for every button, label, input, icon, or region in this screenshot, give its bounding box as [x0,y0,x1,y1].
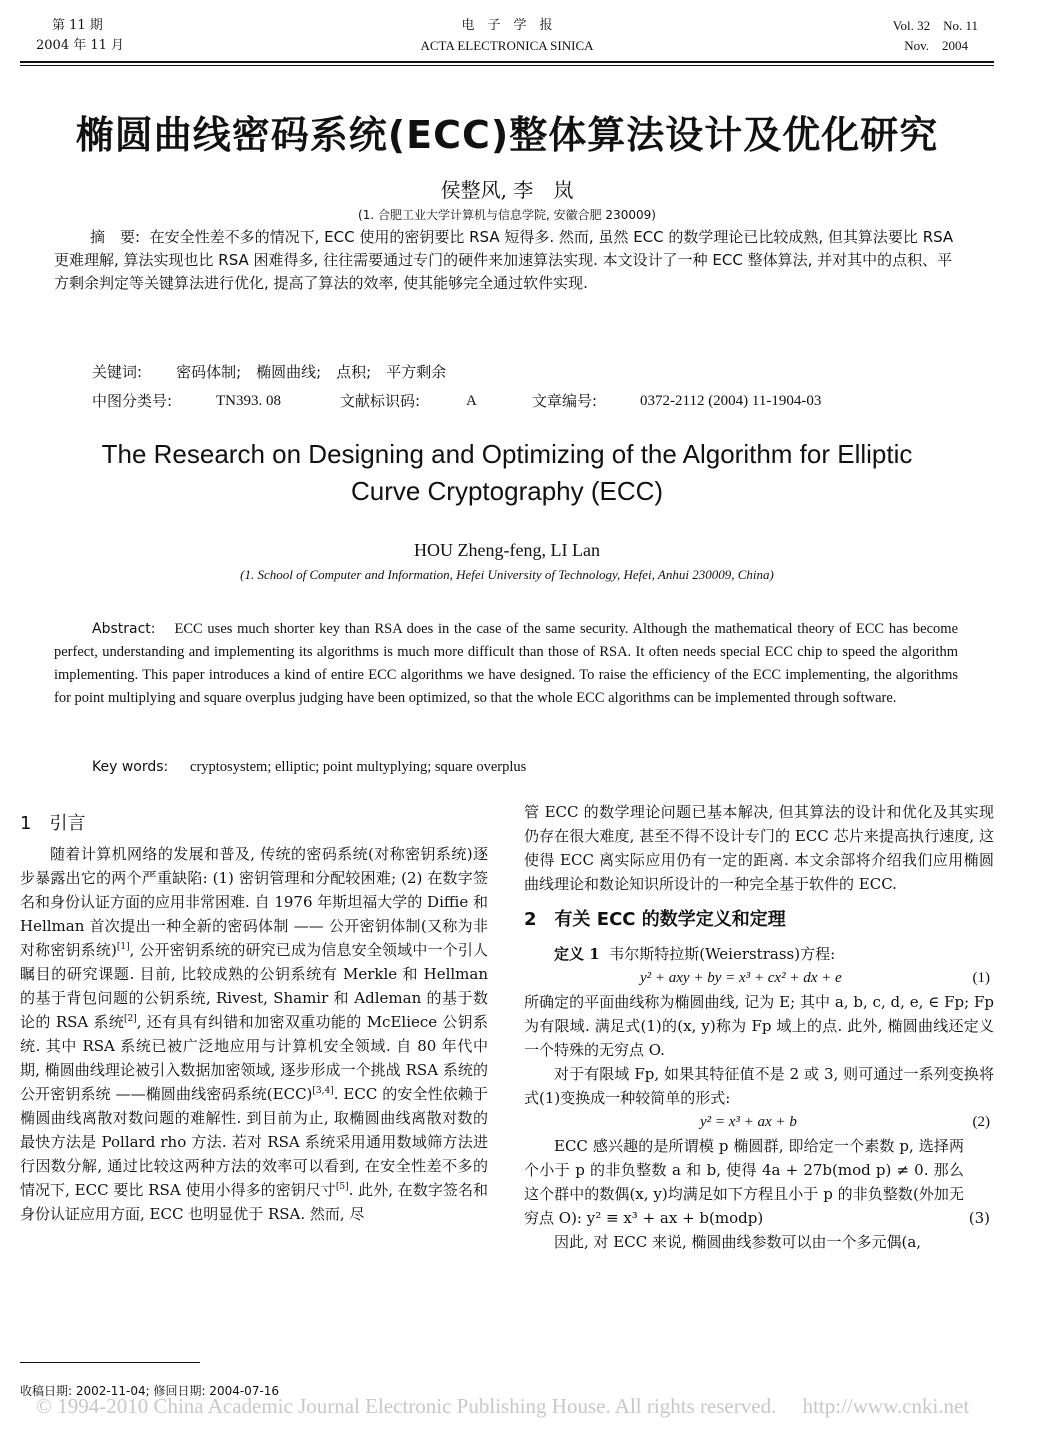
english-title [0,436,1014,510]
definition-text: 韦尔斯特拉斯(Weierstrass)方程: [609,945,836,963]
citation-3-4: [3,4] [312,1086,334,1096]
paper-title: 椭圆曲线密码系统(ECC)整体算法设计及优化研究 [75,113,939,157]
right-paragraph-4 [524,1134,994,1230]
para-text-a: 随着计算机网络的发展和普及, 传统的密码系统(对称密钥系统)逐步暴露出它的两个严重缺陷: (1) 密钥管理和分配较困难; (2) 在数字签名和身份认证方面的应用非常困难. 自 1976 年斯坦福大学的 Diffie 和 Hellman 首次提出一种全新的密码体制 —— 公开密钥体制(又称为非对称密钥系统) [20,845,488,959]
para-text-e: . 此外, 在数字签名和身份认证应用方面, ECC 也明显优于 RSA. 然而, 尽 [20,1181,488,1223]
keywords-cn-text: 密码体制; 椭圆曲线; 点积; 平方剩余 [176,363,447,381]
copyright-watermark: © 1994-2010 China Academic Journal Electronic Publishing House. All rights reserved. http://www.cnki.net [36,1394,970,1418]
keywords-en-text: cryptosystem; elliptic; point multyplying; square overplus [190,759,527,775]
keywords-cn-label: 关键词: [92,363,143,381]
abstract-en-label: Abstract: [92,621,156,637]
authors-cn: 侯整风, 李 岚 [440,178,574,202]
header-date-en: Nov. 2004 [904,38,968,53]
definition-1 [524,942,994,966]
para-text-d: . ECC 的安全性依赖于椭圆曲线离散对数问题的难解性. 到目前为止, 取椭圆曲线离散对数的最快方法是 Pollard rho 方法. 若对 RSA 系统采用通用数域筛方法进行因数分解, 通过比较这两种方法的效率可以看到, 在安全性差不多的情况下, ECC 要比 RSA 使用小得多的密钥尺寸 [20,1085,488,1199]
header-journal-en: ACTA ELECTRONICA SINICA [420,38,594,53]
left-column [20,812,488,1226]
right-paragraph-2: 所确定的平面曲线称为椭圆曲线, 记为 E; 其中 a, b, c, d, e, ∈ Fp; Fp 为有限域. 满足式(1)的(x, y)称为 Fp 域上的点. 此外, 椭圆曲线还定义一个特殊的无穷点 O. [524,993,994,1059]
english-title-line1: The Research on Designing and Optimizing of the Algorithm for Elliptic [101,439,913,469]
definition-label: 定义 1 [554,945,600,963]
keywords-en [92,756,526,779]
abstract-en [54,618,958,710]
right-paragraph-4-text: ECC 感兴趣的是所谓模 p 椭圆群, 即给定一个素数 p, 选择两个小于 p 的非负整数 a 和 b, 使得 4a + 27b(mod p) ≠ 0. 那么这个群中的数偶(x, y)均满足如下方程且小于 p 的非负整数(外加无穷点 O): y² ≡ x³ + ax + b(modp) [524,1137,964,1227]
equation-3-number: (3) [968,1209,990,1227]
abstract-cn-text: 在安全性差不多的情况下, ECC 使用的密钥要比 RSA 短得多. 然而, 虽然 ECC 的数学理论已比较成熟, 但其算法要比 RSA 更难理解, 算法实现也比 RSA 困难得多, 往往需要通过专门的硬件来加速算法实现. 本文设计了一种 ECC 整体算法, 并对其中的点积、平方剩余判定等关键算法进行优化, 提高了算法的效率, 使其能够完全通过软件实现. [54,228,954,292]
header-volume: Vol. 32 No. 11 [892,18,978,33]
footnote-received: 收稿日期: 2002-11-04; 修回日期: 2004-07-16 [20,1384,280,1398]
affiliation-en: (1. School of Computer and Information, Hefei University of Technology, Hefei, Anhui 230009, China) [240,567,774,582]
citation-1: [1] [116,942,130,952]
para-text-c: , 还有具有纠错和加密双重功能的 McEliece 公钥系统. 其中 RSA 系统已被广泛地应用与计算机安全领域. 自 80 年代中期, 椭圆曲线理论被引入数据加密领域, 逐步形成一个挑战 RSA 系统的公开密钥系统 ——椭圆曲线密码系统(ECC) [20,1013,488,1103]
equation-2 [524,1110,994,1134]
header-date-cn: 2004 年 11 月 [36,38,125,53]
clc-label: 中图分类号: [92,392,173,410]
equation-1 [524,966,994,990]
equation-2-body: y² = x³ + ax + b [700,1114,797,1130]
article-id-label: 文章编号: [532,392,598,410]
equation-2-number: (2) [972,1114,990,1130]
keywords-en-label: Key words: [92,759,169,775]
english-title-line2: Curve Cryptography (ECC) [350,476,664,506]
doc-code-label: 文献标识码: [340,392,421,410]
header-rule [20,61,994,63]
section-1-heading: 1 引言 [20,813,86,834]
right-paragraph-1: 管 ECC 的数学理论问题已基本解决, 但其算法的设计和优化及其实现仍存在很大难度, 甚至不得不设计专门的 ECC 芯片来提高执行速度, 这使得 ECC 离实际应用仍有一定的距离. 本文余部将介绍我们应用椭圆曲线理论和数论知识所设计的一种完全基于软件的 ECC. [524,803,994,893]
doc-code-value: A [466,393,477,409]
citation-5: [5] [335,1182,349,1192]
header-issue-cn: 第 11 期 [52,18,103,33]
clc-value: TN393. 08 [216,393,281,409]
authors-en: HOU Zheng-feng, LI Lan [414,540,600,560]
abstract-cn [54,226,960,295]
section-1-paragraph [20,842,488,1226]
abstract-cn-label: 摘 要: [90,228,141,246]
right-paragraph-3: 对于有限域 Fp, 如果其特征值不是 2 或 3, 则可通过一系列变换将式(1)变换成一种较简单的形式: [524,1065,994,1107]
header-rule-thin [20,65,994,66]
article-id-value: 0372-2112 (2004) 11-1904-03 [640,393,822,409]
right-paragraph-5: 因此, 对 ECC 来说, 椭圆曲线参数可以由一个多元偶(a, [554,1233,922,1251]
equation-1-body: y² + axy + by = x³ + cx² + dx + e [640,970,842,986]
citation-2: [2] [124,1014,137,1024]
footnote-rule [20,1362,200,1363]
affiliation-cn: (1. 合肥工业大学计算机与信息学院, 安徽合肥 230009) [358,208,656,222]
section-2-heading: 2 有关 ECC 的数学定义和定理 [524,909,786,930]
abstract-en-text: ECC uses much shorter key than RSA does in the case of the same security. Although the mathematical theory of ECC has become perfect, understanding and implementing its algorithms is much more difficult than those of RSA. It often needs special ECC chip to speed the algorithm implementing. This paper introduces a kind of entire ECC algorithms we have designed. To raise the efficiency of the ECC implementing, the algorithms for point multiplying and square overplus judging have been optimized, so that the whole ECC algorithms can be implemented through software. [54,621,959,706]
equation-1-number: (1) [972,970,990,986]
header-journal-cn: 电 子 学 报 [461,18,553,33]
para-text-b: , 公开密钥系统的研究已成为信息安全领域中一个引人瞩目的研究课题. 目前, 比较成熟的公钥系统有 Merkle 和 Hellman 的基于背包问题的公钥系统, Rivest, Shamir 和 Adleman 的基于数论的 RSA 系统 [20,941,488,1031]
keywords-cn [92,361,446,384]
right-column [524,800,994,1254]
